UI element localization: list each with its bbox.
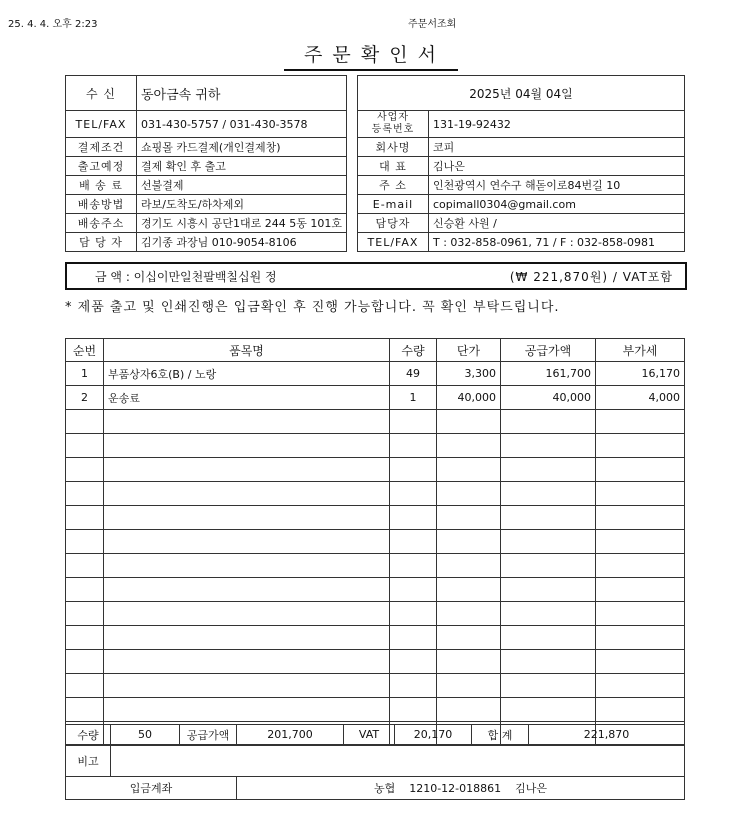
- page-title: 주 문 확 인 서: [284, 40, 458, 71]
- recipient-name: 동아금속 귀하: [137, 76, 347, 111]
- summary-table: [65, 724, 685, 800]
- print-timestamp: 25. 4. 4. 오후 2:23: [8, 19, 98, 30]
- table-row: [66, 386, 685, 410]
- item-vat: 4,000: [596, 386, 685, 410]
- column-header: 품목명: [104, 339, 390, 362]
- summary-supply-label: 공급가액: [180, 725, 237, 745]
- recipient-label: 수 신: [66, 76, 137, 111]
- amount-text: 금 액 : 이십이만일천팔백칠십원 정: [95, 270, 277, 284]
- note-label: 비고: [66, 745, 111, 777]
- column-header: 단가: [437, 339, 501, 362]
- empty-row: [66, 482, 685, 506]
- summary-qty-label: 수량: [66, 725, 111, 745]
- summary-vat: 20,170: [395, 725, 472, 745]
- table-row: [66, 362, 685, 386]
- column-header: 공급가액: [501, 339, 596, 362]
- account-label: 입금계좌: [66, 777, 237, 800]
- summary-total-label: 합 계: [472, 725, 529, 745]
- supplier-info-table: [357, 75, 685, 252]
- empty-row: [66, 530, 685, 554]
- info-label: 배 송 료: [66, 176, 137, 195]
- info-value: 031-430-5757 / 031-430-3578: [137, 111, 347, 138]
- info-value: 쇼핑몰 카드결제(개인결제창): [137, 138, 347, 157]
- summary-supply: 201,700: [237, 725, 344, 745]
- info-label: 배송방법: [66, 195, 137, 214]
- empty-row: [66, 410, 685, 434]
- recipient-info-table: [65, 75, 347, 252]
- item-name: 운송료: [104, 386, 390, 410]
- supplier-value: T : 032-858-0961, 71 / F : 032-858-0981: [429, 233, 685, 252]
- item-no: 2: [66, 386, 104, 410]
- item-supply: 161,700: [501, 362, 596, 386]
- summary-vat-label: VAT: [344, 725, 395, 745]
- supplier-label: 대 표: [358, 157, 429, 176]
- empty-row: [66, 674, 685, 698]
- empty-row: [66, 578, 685, 602]
- info-label: 배송주소: [66, 214, 137, 233]
- supplier-label: E-mail: [358, 195, 429, 214]
- supplier-value: 인천광역시 연수구 해돋이로84번길 10: [429, 176, 685, 195]
- supplier-label: 회사명: [358, 138, 429, 157]
- supplier-value: 신승환 사원 /: [429, 214, 685, 233]
- item-name: 부품상자6호(B) / 노랑: [104, 362, 390, 386]
- print-doc-name: 주문서조회: [408, 19, 457, 30]
- summary-total: 221,870: [529, 725, 685, 745]
- column-header: 수량: [390, 339, 437, 362]
- order-date: 2025년 04월 04일: [358, 76, 685, 111]
- biz-no: 131-19-92432: [429, 111, 685, 138]
- item-no: 1: [66, 362, 104, 386]
- supplier-label: 주 소: [358, 176, 429, 195]
- supplier-value: 코피: [429, 138, 685, 157]
- supplier-label: TEL/FAX: [358, 233, 429, 252]
- column-header: 순번: [66, 339, 104, 362]
- amount-box: [65, 262, 687, 290]
- item-price: 3,300: [437, 362, 501, 386]
- info-value: 선불결제: [137, 176, 347, 195]
- info-label: 담 당 자: [66, 233, 137, 252]
- items-table: [65, 338, 685, 746]
- info-value: 경기도 시흥시 공단1대로 244 5동 101호: [137, 214, 347, 233]
- biz-no-label: 사업자 등록번호: [358, 111, 429, 138]
- summary-qty: 50: [111, 725, 180, 745]
- info-value: 라보/도착도/하차제외: [137, 195, 347, 214]
- item-qty: 1: [390, 386, 437, 410]
- column-header: 부가세: [596, 339, 685, 362]
- supplier-value: 김나은: [429, 157, 685, 176]
- item-qty: 49: [390, 362, 437, 386]
- empty-row: [66, 434, 685, 458]
- empty-row: [66, 650, 685, 674]
- info-value: 김기종 과장님 010-9054-8106: [137, 233, 347, 252]
- empty-row: [66, 506, 685, 530]
- amount-value: (₩ 221,870원) / VAT포함: [509, 270, 673, 284]
- info-label: TEL/FAX: [66, 111, 137, 138]
- empty-row: [66, 458, 685, 482]
- item-price: 40,000: [437, 386, 501, 410]
- notice-text: * 제품 출고 및 인쇄진행은 입금확인 후 진행 가능합니다. 꼭 확인 부탁드립니다.: [65, 300, 560, 315]
- empty-row: [66, 554, 685, 578]
- info-label: 출고예정: [66, 157, 137, 176]
- account-value: 농협 1210-12-018861 김나은: [237, 777, 685, 800]
- item-vat: 16,170: [596, 362, 685, 386]
- item-supply: 40,000: [501, 386, 596, 410]
- info-label: 결제조건: [66, 138, 137, 157]
- info-value: 결제 확인 후 출고: [137, 157, 347, 176]
- supplier-email: copimall0304@gmail.com: [429, 195, 685, 214]
- empty-row: [66, 602, 685, 626]
- empty-row: [66, 698, 685, 722]
- supplier-label: 담당자: [358, 214, 429, 233]
- empty-row: [66, 626, 685, 650]
- note-value: [111, 745, 685, 777]
